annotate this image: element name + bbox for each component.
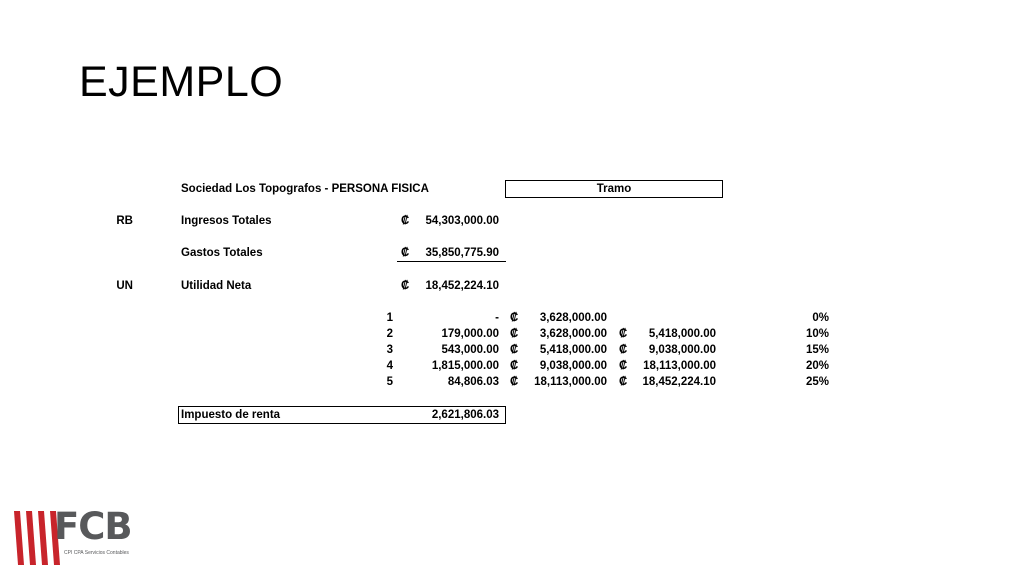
company-header: Sociedad Los Topografos - PERSONA FISICA xyxy=(181,183,429,195)
tramo-impuesto: - xyxy=(495,312,499,324)
tramo-tasa: 15% xyxy=(805,344,829,356)
tramo-hasta: 5,418,000.00 xyxy=(648,328,716,340)
tramo-desde: 9,038,000.00 xyxy=(539,360,607,372)
row-label: Utilidad Neta xyxy=(181,280,252,292)
subtotal-underline xyxy=(397,261,506,262)
colon-symbol: ₡ xyxy=(510,360,519,372)
tramo-number: 4 xyxy=(386,360,393,372)
row-code: RB xyxy=(116,215,133,227)
logo-stripe xyxy=(26,511,36,565)
row-value: 54,303,000.00 xyxy=(425,215,499,227)
slide-title: EJEMPLO xyxy=(79,58,284,106)
tramo-tasa: 0% xyxy=(812,312,829,324)
tramo-hasta: 9,038,000.00 xyxy=(648,344,716,356)
tramo-desde: 3,628,000.00 xyxy=(539,328,607,340)
colon-symbol: ₡ xyxy=(510,328,519,340)
tramo-number: 2 xyxy=(386,328,393,340)
tramo-hasta: 18,113,000.00 xyxy=(643,360,716,372)
tramo-tasa: 20% xyxy=(805,360,829,372)
tramo-number: 3 xyxy=(386,344,393,356)
logo-stripe xyxy=(38,511,48,565)
row-code: UN xyxy=(116,280,133,292)
tramo-desde: 3,628,000.00 xyxy=(539,312,607,324)
total-value: 2,621,806.03 xyxy=(431,409,499,421)
row-label: Gastos Totales xyxy=(181,247,263,259)
tramo-tasa: 25% xyxy=(805,376,829,388)
logo-stripe xyxy=(14,511,24,565)
tramo-hasta: 18,452,224.10 xyxy=(642,376,716,388)
logo-letters: FCB xyxy=(54,505,132,548)
tramo-impuesto: 179,000.00 xyxy=(441,328,499,340)
tramo-number: 5 xyxy=(386,376,393,388)
colon-symbol: ₡ xyxy=(619,344,628,356)
colon-symbol: ₡ xyxy=(619,328,628,340)
tramo-impuesto: 84,806.03 xyxy=(447,376,499,388)
row-value: 18,452,224.10 xyxy=(425,280,499,292)
colon-symbol: ₡ xyxy=(510,344,519,356)
row-value: 35,850,775.90 xyxy=(425,247,499,259)
row-label: Ingresos Totales xyxy=(181,215,272,227)
colon-symbol: ₡ xyxy=(619,376,628,388)
tramo-impuesto: 543,000.00 xyxy=(441,344,499,356)
colon-symbol: ₡ xyxy=(619,360,628,372)
logo-tagline: CPI CPA Servicios Contables xyxy=(64,550,129,556)
colon-symbol: ₡ xyxy=(401,215,410,227)
tramo-impuesto: 1,815,000.00 xyxy=(431,360,499,372)
tramo-header: Tramo xyxy=(596,183,632,195)
colon-symbol: ₡ xyxy=(510,376,519,388)
tramo-tasa: 10% xyxy=(805,328,829,340)
company-logo xyxy=(14,505,134,565)
tramo-number: 1 xyxy=(386,312,393,324)
colon-symbol: ₡ xyxy=(510,312,519,324)
tramo-desde: 18,113,000.00 xyxy=(534,376,607,388)
colon-symbol: ₡ xyxy=(401,247,410,259)
tramo-desde: 5,418,000.00 xyxy=(539,344,607,356)
colon-symbol: ₡ xyxy=(401,280,410,292)
total-label: Impuesto de renta xyxy=(181,409,281,421)
